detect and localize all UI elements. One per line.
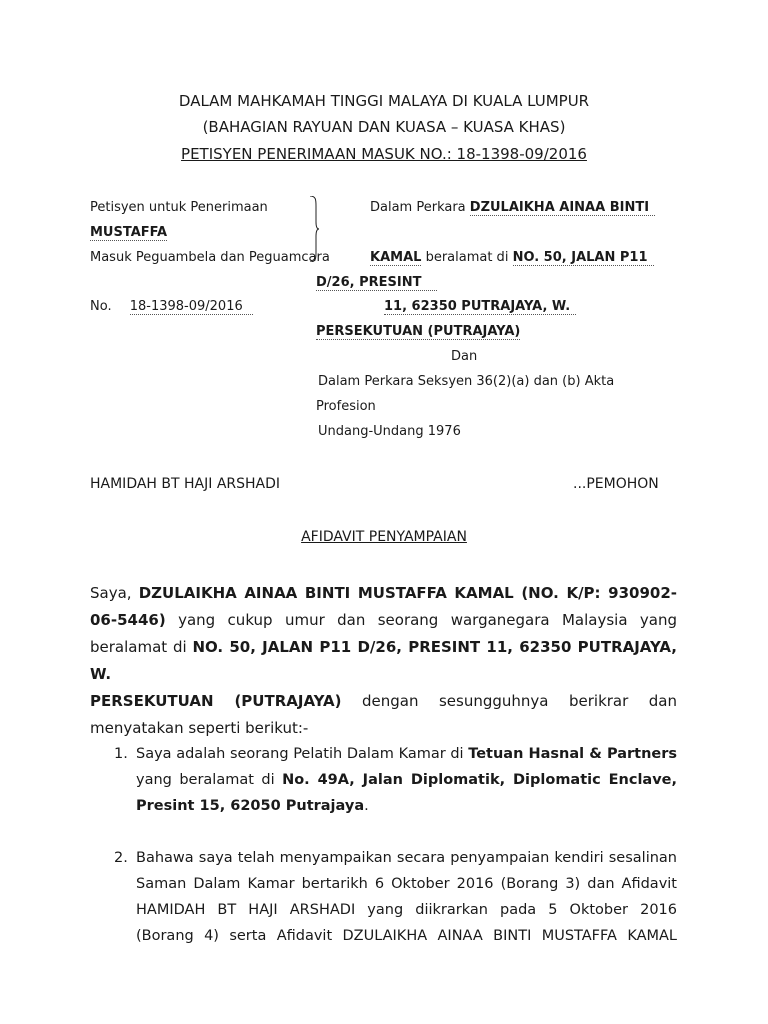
brace-divider	[308, 196, 320, 262]
intro-line5: menyatakan seperti berikut:-	[90, 719, 309, 737]
right-block-line5-text: PERSEKUTUAN (PUTRAJAYA)	[316, 324, 521, 339]
item-2-text	[136, 845, 677, 949]
right-block-line4-text: 11, 62350 PUTRAJAYA, W.	[384, 299, 576, 315]
intro-paragraph	[90, 580, 677, 742]
right-block-dan: Dan	[451, 349, 478, 364]
intro-line2	[90, 607, 677, 634]
item-2-line2: Saman Dalam Kamar bertarikh 6 Oktober 2016 (Borang 3) dan Afidavit	[136, 876, 677, 892]
item-1-line1-a: Saya adalah seorang Pelatih Dalam Kamar di	[136, 746, 469, 762]
item-1-line1	[136, 741, 677, 767]
right-block-line9: Undang-Undang 1976	[318, 424, 461, 439]
left-block-number-value: 18-1398-09/2016	[130, 299, 253, 315]
item-1-line3-b: .	[364, 798, 369, 814]
intro-line4-b: dengan sesungguhnya berikrar dan	[341, 692, 677, 710]
applicant-name: HAMIDAH BT HAJI ARSHADI	[90, 476, 281, 492]
item-2-line4: (Borang 4) serta Afidavit DZULAIKHA AINAA BINTI MUSTAFFA KAMAL	[136, 928, 677, 944]
right-block-line7: Dalam Perkara Seksyen 36(2)(a) dan (b) Akta	[318, 374, 615, 389]
right-block-name: DZULAIKHA AINAA BINTI	[470, 200, 655, 216]
court-division: (BAHAGIAN RAYUAN DAN KUASA – KUASA KHAS)	[202, 118, 566, 136]
court-title: DALAM MAHKAMAH TINGGI MALAYA DI KUALA LUMPUR	[178, 92, 590, 110]
right-block-line1	[370, 200, 655, 215]
left-block-line3: Masuk Peguambela dan Peguamcara	[90, 250, 330, 265]
item-1-line3-a: Presint 15, 62050 Putrajaya	[136, 798, 365, 814]
right-block-line8: Profesion	[316, 399, 376, 414]
intro-line1	[90, 580, 677, 607]
intro-line3	[90, 634, 677, 688]
left-block-line1: Petisyen untuk Penerimaan	[90, 200, 268, 215]
applicant-role: ...PEMOHON	[573, 476, 659, 492]
item-1-line3	[136, 793, 677, 819]
item-1-line2-a: yang beralamat di	[136, 772, 283, 788]
right-block-line5	[316, 324, 520, 339]
left-block-line2	[90, 225, 167, 240]
intro-line3-a: beralamat di	[90, 638, 193, 656]
left-block-number-label: No.	[90, 299, 112, 314]
petition-number-heading	[0, 145, 768, 163]
intro-line1-b: DZULAIKHA AINAA BINTI MUSTAFFA KAMAL (NO. K/P: 930902-	[138, 584, 677, 602]
right-block-line4	[384, 299, 576, 314]
item-1-line1-b: Tetuan Hasnal & Partners	[468, 746, 678, 762]
item-1-number: 1.	[114, 746, 128, 762]
intro-line1-a: Saya,	[90, 584, 139, 602]
item-1-text	[136, 741, 677, 819]
right-block-surname: KAMAL	[370, 250, 422, 265]
item-2-line1: Bahawa saya telah menyampaikan secara penyampaian kendiri sesalinan	[136, 850, 677, 866]
item-1-line2-b: No. 49A, Jalan Diplomatik, Diplomatic Enclave,	[282, 772, 677, 788]
intro-line4-a: PERSEKUTUAN (PUTRAJAYA)	[90, 692, 342, 710]
right-block-line2	[370, 250, 654, 265]
right-block-address-label: beralamat di	[425, 250, 513, 265]
item-2-number: 2.	[114, 850, 128, 866]
petition-number-text: PETISYEN PENERIMAAN MASUK NO.: 18-1398-09/2016	[181, 145, 587, 163]
affidavit-title-text: AFIDAVIT PENYAMPAIAN	[301, 529, 467, 545]
intro-line3-b: NO. 50, JALAN P11 D/26, PRESINT 11, 62350 PUTRAJAYA, W.	[90, 638, 677, 683]
intro-line2-a: 06-5446)	[90, 611, 166, 629]
right-block-line3	[316, 275, 437, 290]
left-block-number	[90, 299, 253, 314]
right-block-line3-text: D/26, PRESINT	[316, 275, 437, 291]
affidavit-title	[0, 529, 768, 545]
right-block-address: NO. 50, JALAN P11	[513, 250, 654, 266]
right-block-prefix: Dalam Perkara	[370, 200, 470, 215]
left-block-line2-text: MUSTAFFA	[90, 225, 168, 240]
item-1-line2	[136, 767, 677, 793]
intro-line2-b: yang cukup umur dan seorang warganegara Malaysia yang	[165, 611, 677, 629]
item-2-line3: HAMIDAH BT HAJI ARSHADI yang diikrarkan pada 5 Oktober 2016	[136, 902, 677, 918]
intro-line4	[90, 688, 677, 715]
